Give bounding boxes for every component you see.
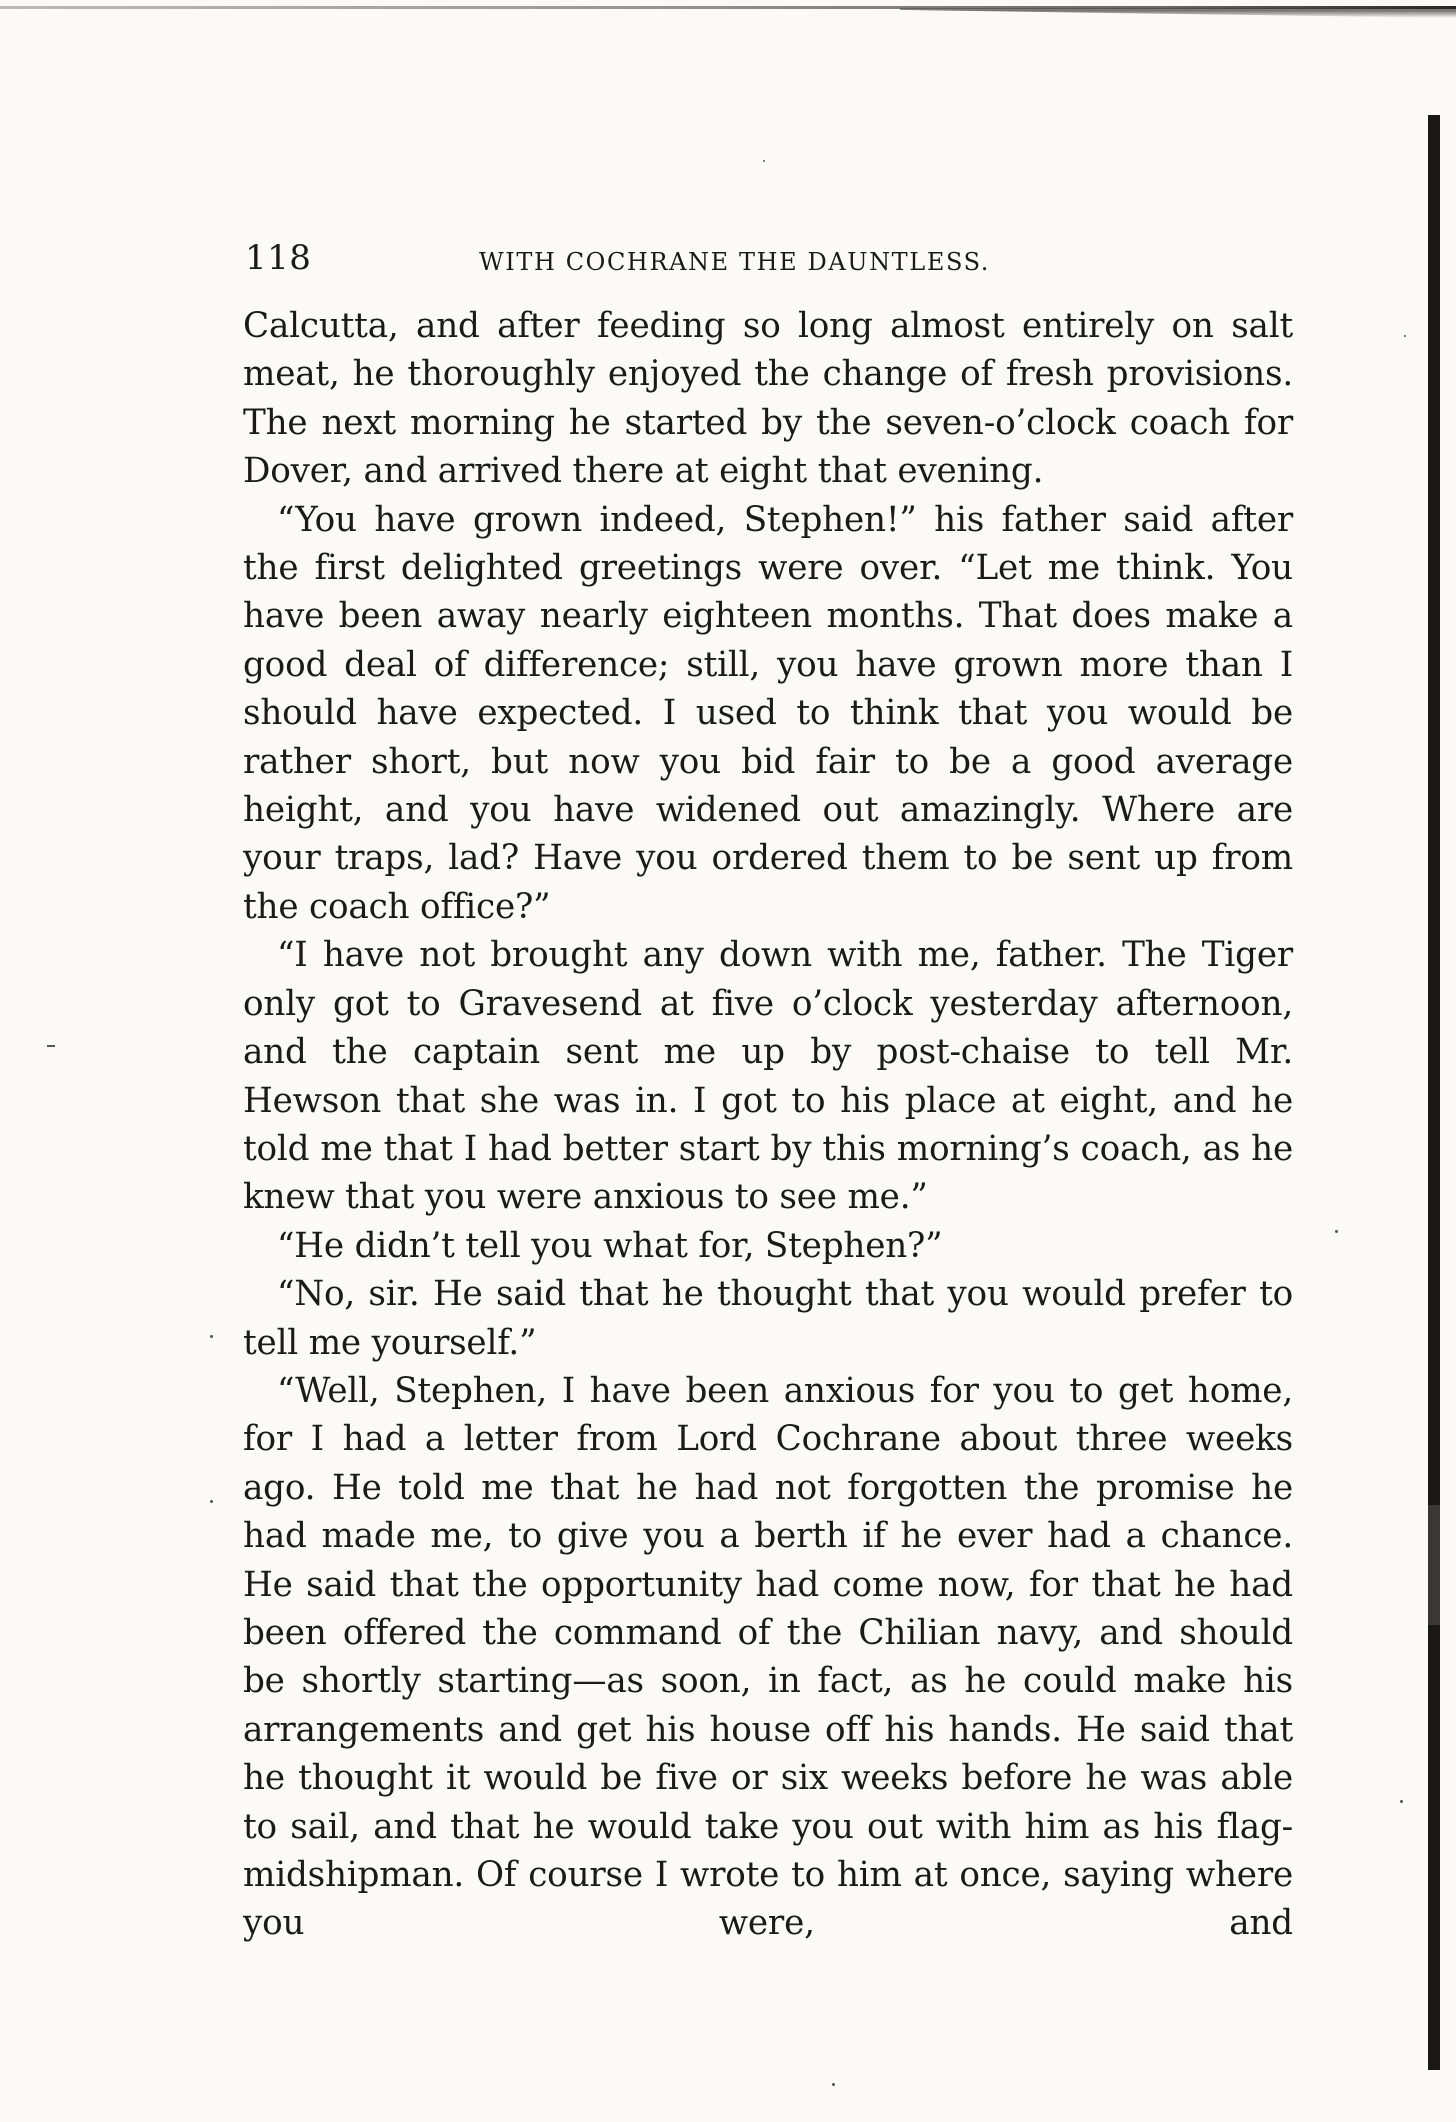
page-number: 118 [245,238,312,278]
paragraph: “I have not brought any down with me, father. The Tiger only got to Gravesend at five o’clock yesterday afternoon, and the captain sent me up by post-chaise to tell Mr. Hewson that she was in. I got to his place at eight, and he told me that I had better start by this morning’s coach, as he knew that you were anxious to see me.” [243,935,1293,1218]
paragraph: “No, sir. He said that he thought that you would prefer to tell me yourself.” [243,1274,1293,1363]
scan-speck [832,2083,835,2086]
scan-edge-right [1428,115,1440,2070]
scan-edge-right-notch [1428,1505,1440,1625]
scan-speck [210,1500,213,1503]
paragraph: Calcutta, and after feeding so long almost entirely on salt meat, he thoroughly enjoyed the change of fresh provisions. The next morning he started by the seven-o’clock coach for Dover, and arrived there at eight that evening. [243,306,1293,492]
scan-speck [1400,1800,1403,1803]
page-header [245,233,1295,283]
body-text [243,302,1293,1948]
scan-edge-top-shadow [900,0,1456,18]
paragraph: “You have grown indeed, Stephen!” his father said after the first delighted greetings were over. “Let me think. You have been away nearly eighteen months. That does make a good deal of difference; still, you have grown more than I should have expected. I used to think that you would be rather short, but now you bid fair to be a good average height, and you have widened out amazingly. Where are your traps, lad? Have you ordered them to be sent up from the coach office?” [243,499,1293,927]
running-head: WITH COCHRANE THE DAUNTLESS. [479,248,990,276]
scan-speck [210,1335,213,1338]
scan-speck [763,160,765,162]
scan-speck [1335,1230,1338,1233]
paragraph: “Well, Stephen, I have been anxious for you to get home, for I had a letter from Lord Cochrane about three weeks ago. He told me that he had not forgotten the promise he had made me, to give you a berth if he ever had a chance. He said that the opportunity had come now, for that he had been offered the command of the Chilian navy, and should be shortly starting—as soon, in fact, as he could make his arrangements and get his house off his hands. He said that he thought it would be five or six weeks before he was able to sail, and that he would take you out with him as his flag-midshipman. Of course I wrote to him at once, saying where you were, and [243,1370,1293,1944]
paragraph: “He didn’t tell you what for, Stephen?” [277,1225,943,1266]
scan-speck [1404,335,1406,337]
scan-speck [47,1045,55,1047]
